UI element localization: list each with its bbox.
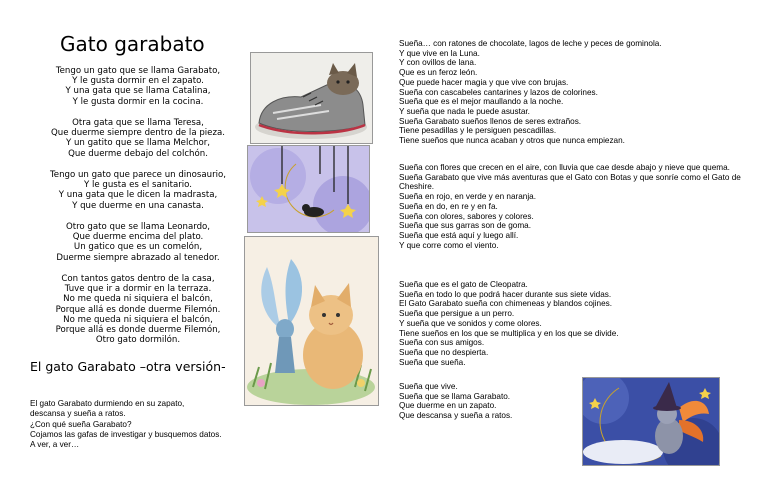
- cat-in-shoe-illustration: [250, 52, 373, 144]
- poem-line: Tuve que ir a dormir en la terraza.: [64, 284, 212, 295]
- dream-line: Y que corre como el viento.: [399, 240, 499, 250]
- cat-and-fairy-illustration: [244, 236, 379, 406]
- intro-line: Cojamos las gafas de investigar y busquemos datos.: [30, 429, 222, 439]
- poem-line: Tengo un gato que parece un dinosaurio,: [50, 170, 226, 180]
- poem-stanza-2: [28, 118, 248, 159]
- dream-line: El Gato Garabato sueña con chimeneas y blandos cojines.: [399, 299, 613, 309]
- page-title: Gato garabato: [60, 32, 205, 56]
- poem-line: Otro gato que se llama Leonardo,: [65, 222, 211, 232]
- dream-line: Sueña con sus amigos.: [399, 338, 485, 348]
- dream-line: Y que vive en la Luna.: [399, 48, 480, 58]
- dream-line: Sueña que sus garras son de goma.: [399, 221, 531, 231]
- dream-line: Sueña con olores, sabores y colores.: [399, 211, 534, 221]
- dream-line: Y sueña que nada le puede asustar.: [399, 106, 530, 116]
- cat-on-moon-illustration: [247, 145, 370, 233]
- dream-line: Tiene sueños que nunca acaban y otros que nunca empiezan.: [399, 136, 625, 146]
- intro-line: descansa y sueña a ratos.: [30, 409, 126, 419]
- poem-line: Tengo un gato que se llama Garabato,: [55, 66, 221, 76]
- dream-line: Sueña en do, en re y en fa.: [399, 201, 498, 211]
- poem-line: Porque allá es donde duerme Filemón.: [55, 304, 221, 315]
- poem-line: Un gatico que es un comelón,: [73, 242, 203, 253]
- dream-line: Sueña en todo lo que podrá hacer durante sus siete vidas.: [399, 289, 612, 299]
- poem-line: Y una gata que le dicen la madrasta,: [58, 190, 218, 201]
- dream-line: Sueña… con ratones de chocolate, lagos de leche y peces de gominola.: [399, 39, 662, 48]
- poem-stanza-1: [28, 66, 248, 107]
- poem-line: Y un gatito que se llama Melchor,: [65, 138, 211, 149]
- dream-line: Y sueña que ve sonidos y come olores.: [399, 318, 542, 328]
- dream-stanza-3: [399, 280, 768, 367]
- poem-stanza-4: [28, 222, 248, 263]
- poem-line: Y una gata que se llama Catalina,: [65, 86, 211, 97]
- dream-line: Tiene sueños en los que se multiplica y en los que se divide.: [399, 328, 619, 338]
- poem-line: Porque allá es donde duerme Filemón,: [55, 325, 221, 336]
- poem-line: Y que duerme en una canasta.: [72, 200, 204, 211]
- intro-line: ¿Con qué sueña Garabato?: [30, 419, 132, 429]
- dream-line: Tiene pesadillas y le persiguen pescadillas.: [399, 126, 557, 136]
- dream-line: Y con ovillos de lana.: [399, 58, 477, 68]
- dream-line: Sueña en rojo, en verde y en naranja.: [399, 192, 537, 202]
- dream-line: Sueña que es el mejor maullando a la noche.: [399, 97, 564, 107]
- dream-line: Que descansa y sueña a ratos.: [399, 411, 513, 421]
- poem-line: Y le gusta es el sanitario.: [83, 180, 192, 191]
- dream-line: Que puede hacer magia y que vive con brujas.: [399, 77, 569, 87]
- intro-paragraph: [30, 399, 245, 450]
- poem-line: Otra gata que se llama Teresa,: [72, 118, 204, 128]
- dream-stanza-2: [399, 163, 768, 250]
- poem-line: No me queda ni siquiera el balcón,: [63, 314, 213, 325]
- poem-line: No me queda ni siquiera el balcón,: [63, 294, 213, 305]
- poem-line: Que duerme siempre dentro de la pieza.: [51, 128, 225, 139]
- dream-line: Sueña que no despierta.: [399, 347, 489, 357]
- dream-line: Sueña que está aquí y luego allí.: [399, 230, 519, 240]
- poem-stanza-5: [28, 274, 248, 345]
- poem-line: Y le gusta dormir en el zapato.: [72, 76, 204, 87]
- dream-line: Sueña con cascabeles cantarines y lazos de colorines.: [399, 87, 598, 97]
- dream-line: Sueña que es el gato de Cleopatra.: [399, 280, 528, 289]
- dream-line: Sueña Garabato sueños llenos de seres extraños.: [399, 116, 582, 126]
- dream-line: Sueña que vive.: [399, 382, 458, 391]
- dream-line: Sueña con flores que crecen en el aire, con lluvia que cae desde abajo y nieve que quema.: [399, 163, 730, 172]
- poem-line: Duerme siempre abrazado al tenedor.: [56, 252, 220, 263]
- dream-stanza-4: [399, 382, 579, 421]
- dream-line: Sueña que sueña.: [399, 357, 466, 367]
- poem-line: Y le gusta dormir en la cocina.: [72, 96, 204, 107]
- dream-stanza-1: [399, 39, 768, 146]
- dream-line: Sueña que se llama Garabato.: [399, 391, 511, 401]
- intro-line: El gato Garabato durmiendo en su zapato,: [30, 399, 185, 408]
- poem-line: Otro gato dormilón.: [95, 335, 181, 346]
- dream-line: Sueña que persigue a un perro.: [399, 309, 515, 319]
- poem-line: Que duerme encima del plato.: [72, 232, 204, 243]
- dream-line: Que es un feroz león.: [399, 68, 478, 78]
- section-subtitle: El gato Garabato –otra versión-: [30, 359, 226, 374]
- poem-line: Con tantos gatos dentro de la casa,: [61, 274, 215, 284]
- dream-line: Que duerme en un zapato.: [399, 401, 497, 411]
- dream-line: Sueña Garabato que vive más aventuras que el Gato con Botas y que sonríe como el Gato de Cheshire.: [399, 172, 741, 192]
- poem-line: Que duerme debajo del colchón.: [68, 148, 208, 159]
- cat-witch-moon-illustration: [582, 377, 720, 466]
- poem-stanza-3: [28, 170, 248, 211]
- intro-line: A ver, a ver…: [30, 440, 80, 450]
